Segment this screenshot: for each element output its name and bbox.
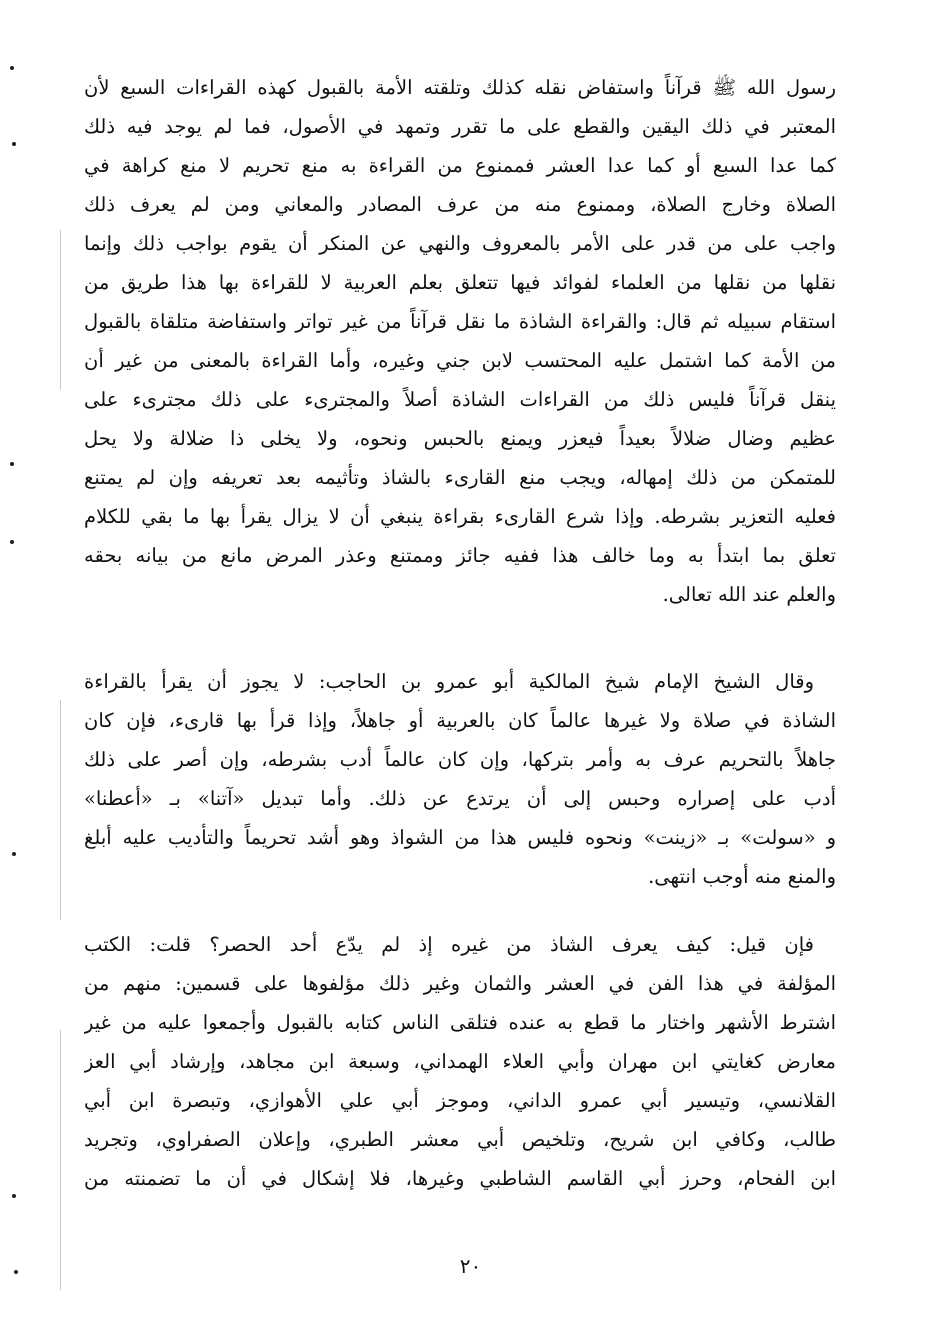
text-line: ينقل قرآناً فليس ذلك من القراءات الشاذة أصلاً والمجترىء على ذلك مجترىء على [84,388,836,411]
scan-speck [12,852,16,856]
text-line: ابن الفحام، وحرز أبي القاسم الشاطبي وغيرها، فلا إشكال في أن ما تضمنته من [84,1167,836,1190]
scan-edge-shadow [60,230,61,390]
text-line: والعلم عند الله تعالى. [662,583,836,606]
scan-speck [10,462,14,466]
text-line: والمنع منه أوجب انتهى. [648,865,836,888]
text-line: الصلاة وخارج الصلاة، وممنوع منه من عرف المصادر والمعاني ومن لم يعرف ذلك [84,193,836,216]
text-line: اشترط الأشهر واختار ما قطع به عنده فتلقى الناس كتابه بالقبول وأجمعوا عليه من غير [84,1011,836,1034]
scan-edge-shadow [60,1030,61,1290]
text-line: المعتبر في ذلك اليقين والقطع على ما تقرر وتمهد في الأصول، فما لم يوجد فيه ذلك [84,115,836,138]
text-line: معارض كغايتي ابن مهران وأبي العلاء الهمداني، وسبعة ابن مجاهد، وإرشاد أبي العز [84,1050,836,1073]
paragraph-3 [84,925,836,1198]
text-line: الشاذة في صلاة ولا غيرها عالماً كان بالعربية أو جاهلاً، وإذا قرأ بها قارىء، فإن كان [84,709,836,732]
text-line: كما عدا السبع أو كما عدا العشر فممنوع من القراءة به منع تحريم لا منع كراهة في [84,154,836,177]
text-line: تعلق بما ابتدأ به وما خالف هذا ففيه جائز وممتنع وعذر المرض مانع من بيانه بحقه [84,544,836,567]
scan-speck [12,1194,16,1198]
paragraph-1 [84,68,836,614]
text-line: المؤلفة في هذا الفن في العشر والثمان وغير ذلك مؤلفوها على قسمين: منهم من [84,972,836,995]
text-line: نقلها من نقلها من العلماء لفوائد فيها تتعلق بعلم العربية لا للقراءة بها هذا طريق من [84,271,836,294]
scan-speck [10,66,14,70]
scan-speck [10,540,14,544]
text-line: وقال الشيخ الإمام شيخ المالكية أبو عمرو بن الحاجب: لا يجوز أن يقرأ بالقراءة [84,670,814,693]
text-line: جاهلاً بالتحريم عرف به وأمر بتركها، وإن كان عالماً أدب بشرطه، وإن أصر على ذلك [84,748,836,771]
text-line: رسول الله ﷺ قرآناً واستفاض نقله كذلك وتلقته الأمة بالقبول كهذه القراءات السبع لأن [84,76,836,99]
scan-edge-shadow [60,700,61,920]
text-line: استقام سبيله ثم قال: والقراءة الشاذة ما نقل قرآناً من غير تواتر واستفاضة متلقاة بالقبول [84,310,836,333]
text-line: من الأمة كما اشتمل عليه المحتسب لابن جني وغيره، وأما القراءة بالمعنى من غير أن [84,349,836,372]
text-line: واجب على من قدر على الأمر بالمعروف والنهي عن المنكر أن يقوم بواجب ذلك وإنما [84,232,836,255]
text-line: القلانسي، وتيسير أبي عمرو الداني، وموجز أبي علي الأهوازي، وتبصرة ابن أبي [84,1089,836,1112]
text-line: فعليه التعزير بشرطه. وإذا شرع القارىء بقراءة ينبغي أن لا يزال يقرأ بها ما بقي للكلام [84,505,836,528]
text-line: عظيم وضال ضلالاً بعيداً فيعزر ويمنع بالحبس ونحوه، ولا يخلى ذا ضلالة ولا يحل [84,427,836,450]
scan-speck [12,142,16,146]
text-line: طالب، وكافي ابن شريح، وتلخيص أبي معشر الطبري، وإعلان الصفراوي، وتجريد [84,1128,836,1151]
text-line: و «سولت» بـ «زينت» ونحوه فليس هذا من الشواذ وهو أشد تحريماً والتأديب عليه أبلغ [84,826,836,849]
text-line: فإن قيل: كيف يعرف الشاذ من غيره إذ لم يدّع أحد الحصر؟ قلت: الكتب [84,933,814,956]
text-line: للمتمكن من ذلك إمهاله، ويجب منع القارىء بالشاذ وتأثيمه بعد تعريفه وإن لم يمتنع [84,466,836,489]
text-line: أدب على إصراره وحبس إلى أن يرتدع عن ذلك. وأما تبديل «آتنا» بـ «أعطنا» [84,787,836,810]
page-number: ٢٠ [459,1254,482,1278]
paragraph-2 [84,662,836,896]
